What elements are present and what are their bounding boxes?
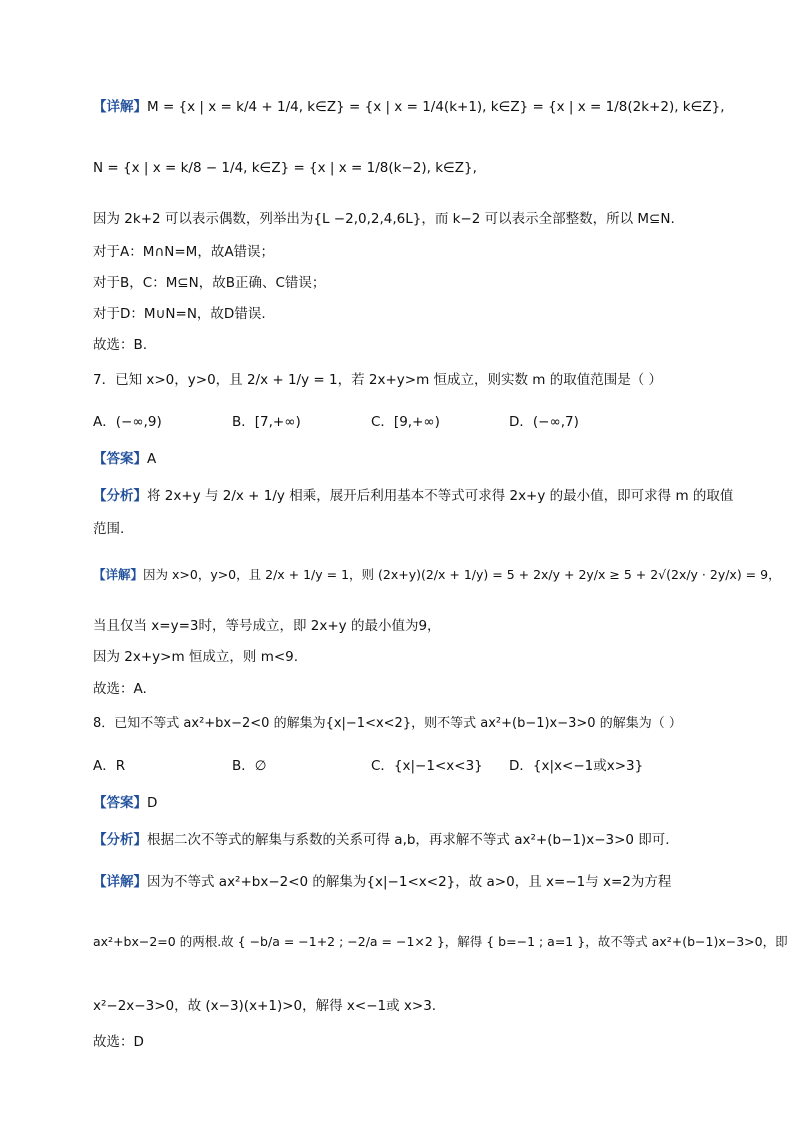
line-text: 7．已知 x>0，y>0，且 2/x + 1/y = 1，若 2x+y>m 恒成立，则实数 m 的取值范围是（ ） [93,372,663,388]
detail-8-line-3 [93,994,436,1014]
tag-answer: 【答案】 [93,795,147,811]
question-8 [93,712,682,731]
detail-7 [93,565,781,583]
answer-8 [93,791,157,811]
line-text: 根据二次不等式的解集与系数的关系可得 a,b，再求解不等式 ax²+(b−1)x−3>0 即可. [147,832,670,848]
detail-7-line-3 [93,645,298,665]
line-5 [93,271,325,291]
line-text: 故选：B. [93,337,148,353]
line-text: ax²+bx−2=0 的两根.故 { −b/a = −1+2 ; −2/a = −1×2 }，解得 { b=−1 ; a=1 }，故不等式 ax²+(b−1)x−3>0，即 [93,934,788,949]
line-text: D [147,795,158,811]
tag-detail: 【详解】 [93,874,147,890]
line-text: 当且仅当 x=y=3时，等号成立，即 2x+y 的最小值为9， [93,618,441,634]
q8-option-c: C．{x|−1<x<3} [371,758,483,774]
line-text: 故选：D [93,1034,144,1050]
line-text: 范围. [93,521,125,537]
line-text: 对于D：M∪N=N，故D错误. [93,306,266,322]
q7-option-b: B．[7,+∞) [232,414,301,430]
analysis-7 [93,484,733,504]
line-3 [93,207,675,227]
q7-option-c: C．[9,+∞) [371,414,440,430]
q8-option-b: B．∅ [232,758,267,774]
question-7 [93,368,662,388]
line-4 [93,240,274,260]
line-text: 8．已知不等式 ax²+bx−2<0 的解集为{x|−1<x<2}，则不等式 ax²+(b−1)x−3>0 的解集为（ ） [93,716,682,731]
line-text: 故选：A. [93,681,147,697]
line-text: N = {x | x = k/8 − 1/4, k∈Z} = {x | x = 1/8(k−2), k∈Z}, [93,160,477,176]
detail-8-line-2 [93,932,788,950]
q8-option-d: D．{x|x<−1或x>3} [509,758,644,774]
tag-analysis: 【分析】 [93,488,147,504]
line-text: A [147,451,157,467]
detail-8 [93,870,671,890]
q7-option-a: A．(−∞,9) [93,414,162,430]
analysis-8 [93,828,670,848]
line-text: 因为 x>0，y>0，且 2/x + 1/y = 1，则 (2x+y)(2/x + 1/y) = 5 + 2x/y + 2y/x ≥ 5 + 2√(2x/y · 2y/x) = 9， [143,567,781,582]
tag-analysis: 【分析】 [93,832,147,848]
line-text: 因为 2k+2 可以表示偶数，列举出为{L −2,0,2,4,6L}，而 k−2 可以表示全部整数，所以 M⊆N. [93,211,675,227]
answer-7 [93,447,156,467]
analysis-7-cont [93,517,124,537]
tag-detail: 【详解】 [93,567,144,582]
tag-answer: 【答案】 [93,451,147,467]
detail-7-line-2 [93,614,441,634]
q7-option-d: D．(−∞,7) [509,414,579,430]
line-text: 对于A：M∩N=M，故A错误； [93,244,275,260]
q8-option-a: A．R [93,758,126,774]
detail-8-line-4 [93,1030,144,1050]
line-text: 因为不等式 ax²+bx−2<0 的解集为{x|−1<x<2}，故 a>0，且 x=−1与 x=2为方程 [147,874,672,890]
line-text: 将 2x+y 与 2/x + 1/y 相乘，展开后利用基本不等式可求得 2x+y 的最小值，即可求得 m 的取值 [147,488,734,504]
tag-detail: 【详解】 [93,99,147,115]
line-text: 因为 2x+y>m 恒成立，则 m<9. [93,649,299,665]
line-1 [93,95,725,115]
line-text: x²−2x−3>0，故 (x−3)(x+1)>0，解得 x<−1或 x>3. [93,998,437,1014]
line-7 [93,333,147,353]
line-text: M = {x | x = k/4 + 1/4, k∈Z} = {x | x = 1/4(k+1), k∈Z} = {x | x = 1/8(2k+2), k∈Z}, [147,99,725,115]
line-text: 对于B，C：M⊆N，故B正确、C错误； [93,275,326,291]
detail-7-line-4 [93,677,147,697]
line-2 [93,160,477,176]
line-6 [93,302,266,322]
